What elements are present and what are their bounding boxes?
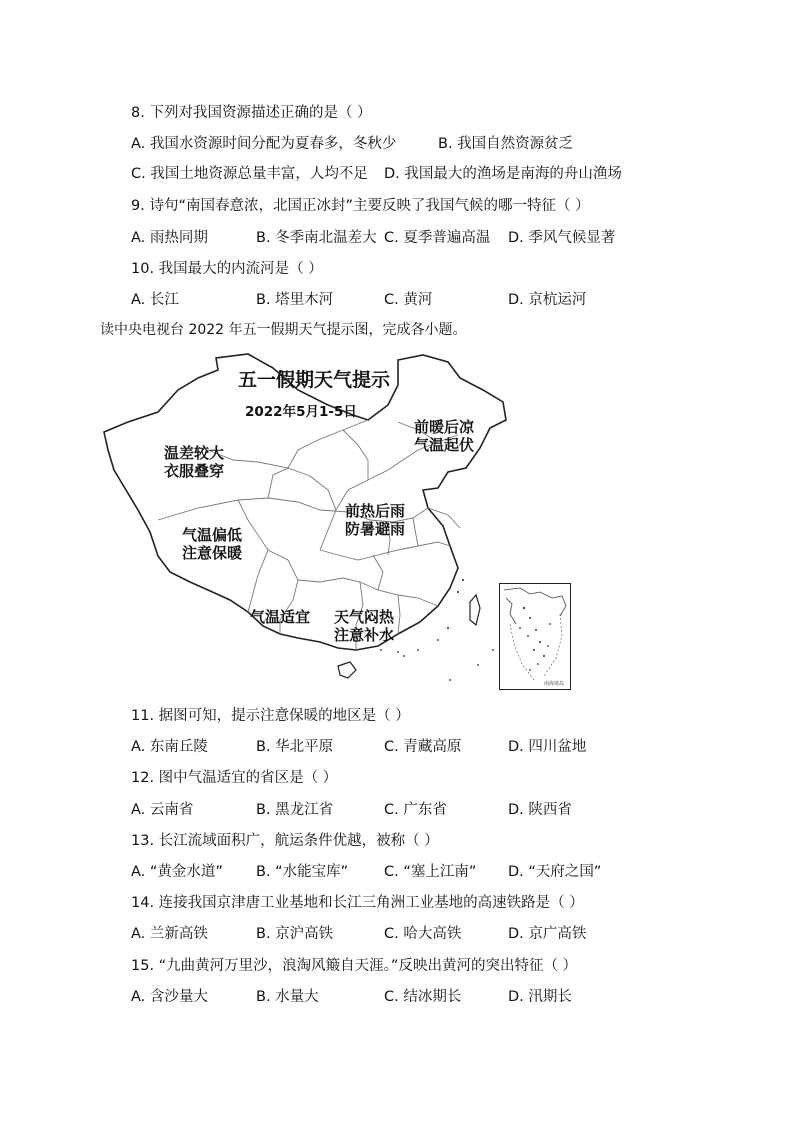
q10-option-d: D. 京杭运河: [508, 292, 587, 308]
hainan-island: [338, 662, 356, 678]
q13-option-a: A. “黄金水道”: [131, 864, 223, 880]
q12-option-a: A. 云南省: [131, 802, 194, 818]
question-8-stem: 8. 下列对我国资源描述正确的是（ ）: [131, 105, 372, 121]
map-date: 2022年5月1-5日: [245, 404, 357, 420]
q8-option-c: C. 我国土地资源总量丰富，人均不足: [131, 166, 368, 182]
q13-option-b: B. “水能宝库”: [256, 864, 349, 880]
q15-option-b: B. 水量大: [256, 989, 319, 1005]
q10-option-c: C. 黄河: [384, 292, 433, 308]
q9-option-d: D. 季风气候显著: [508, 230, 616, 246]
q13-option-c: C. “塞上江南”: [384, 864, 477, 880]
q12-option-d: D. 陕西省: [508, 802, 572, 818]
inset-label: 南海诸岛: [544, 681, 565, 687]
question-10-stem: 10. 我国最大的内流河是（ ）: [131, 261, 323, 277]
q8-option-a: A. 我国水资源时间分配为夏春多，冬秋少: [131, 136, 397, 152]
label-northeast-1: 前暖后凉: [414, 418, 475, 436]
china-map-svg: [98, 350, 518, 695]
q11-option-d: D. 四川盆地: [508, 739, 587, 755]
q14-option-b: B. 京沪高铁: [256, 926, 334, 942]
label-northwest-2: 衣服叠穿: [164, 462, 225, 480]
question-13-stem: 13. 长江流域面积广，航运条件优越，被称（ ）: [131, 833, 439, 849]
q15-option-d: D. 汛期长: [508, 989, 572, 1005]
q14-option-d: D. 京广高铁: [508, 926, 587, 942]
question-14-stem: 14. 连接我国京津唐工业基地和长江三角洲工业基地的高速铁路是（ ）: [131, 895, 584, 911]
q14-option-a: A. 兰新高铁: [131, 926, 208, 942]
question-9-stem: 9. 诗句“南国春意浓，北国正冰封”主要反映了我国气候的哪一特征（ ）: [131, 198, 590, 214]
label-tibet-2: 注意保暖: [182, 544, 243, 562]
question-12-stem: 12. 图中气温适宜的省区是（ ）: [131, 770, 338, 786]
q10-option-b: B. 塔里木河: [256, 292, 334, 308]
q10-option-a: A. 长江: [131, 292, 179, 308]
q8-option-b: B. 我国自然资源贫乏: [438, 136, 574, 152]
south-china-sea-inset: [499, 583, 571, 690]
q8-option-d: D. 我国最大的渔场是南海的舟山渔场: [384, 166, 622, 182]
question-11-stem: 11. 据图可知，提示注意保暖的地区是（ ）: [131, 708, 410, 724]
q11-option-b: B. 华北平原: [256, 739, 334, 755]
map-intro-text: 读中央电视台 2022 年五一假期天气提示图，完成各小题。: [100, 322, 467, 338]
q14-option-c: C. 哈大高铁: [384, 926, 462, 942]
weather-map: [98, 350, 518, 695]
taiwan-island: [470, 595, 480, 625]
map-title: 五一假期天气提示: [238, 369, 391, 391]
china-outline: [104, 354, 506, 650]
label-south-2: 注意补水: [334, 626, 395, 644]
q15-option-c: C. 结冰期长: [384, 989, 462, 1005]
inset-map-svg: [500, 584, 569, 688]
label-northeast-2: 气温起伏: [414, 436, 475, 454]
label-northwest-1: 温差较大: [164, 444, 225, 462]
label-southwest: 气温适宜: [250, 608, 311, 626]
q11-option-c: C. 青藏高原: [384, 739, 462, 755]
q15-option-a: A. 含沙量大: [131, 989, 208, 1005]
q9-option-a: A. 雨热同期: [131, 230, 208, 246]
q12-option-c: C. 广东省: [384, 802, 447, 818]
label-tibet-1: 气温偏低: [182, 526, 243, 544]
q9-option-b: B. 冬季南北温差大: [256, 230, 377, 246]
q13-option-d: D. “天府之国”: [508, 864, 602, 880]
q11-option-a: A. 东南丘陵: [131, 739, 208, 755]
q9-option-c: C. 夏季普遍高温: [384, 230, 491, 246]
label-south-1: 天气闷热: [334, 608, 395, 626]
label-central-1: 前热后雨: [345, 502, 406, 520]
question-15-stem: 15. “九曲黄河万里沙，浪淘风簸自天涯。”反映出黄河的突出特征（ ）: [131, 958, 578, 974]
label-central-2: 防暑避雨: [345, 520, 406, 538]
q12-option-b: B. 黑龙江省: [256, 802, 334, 818]
